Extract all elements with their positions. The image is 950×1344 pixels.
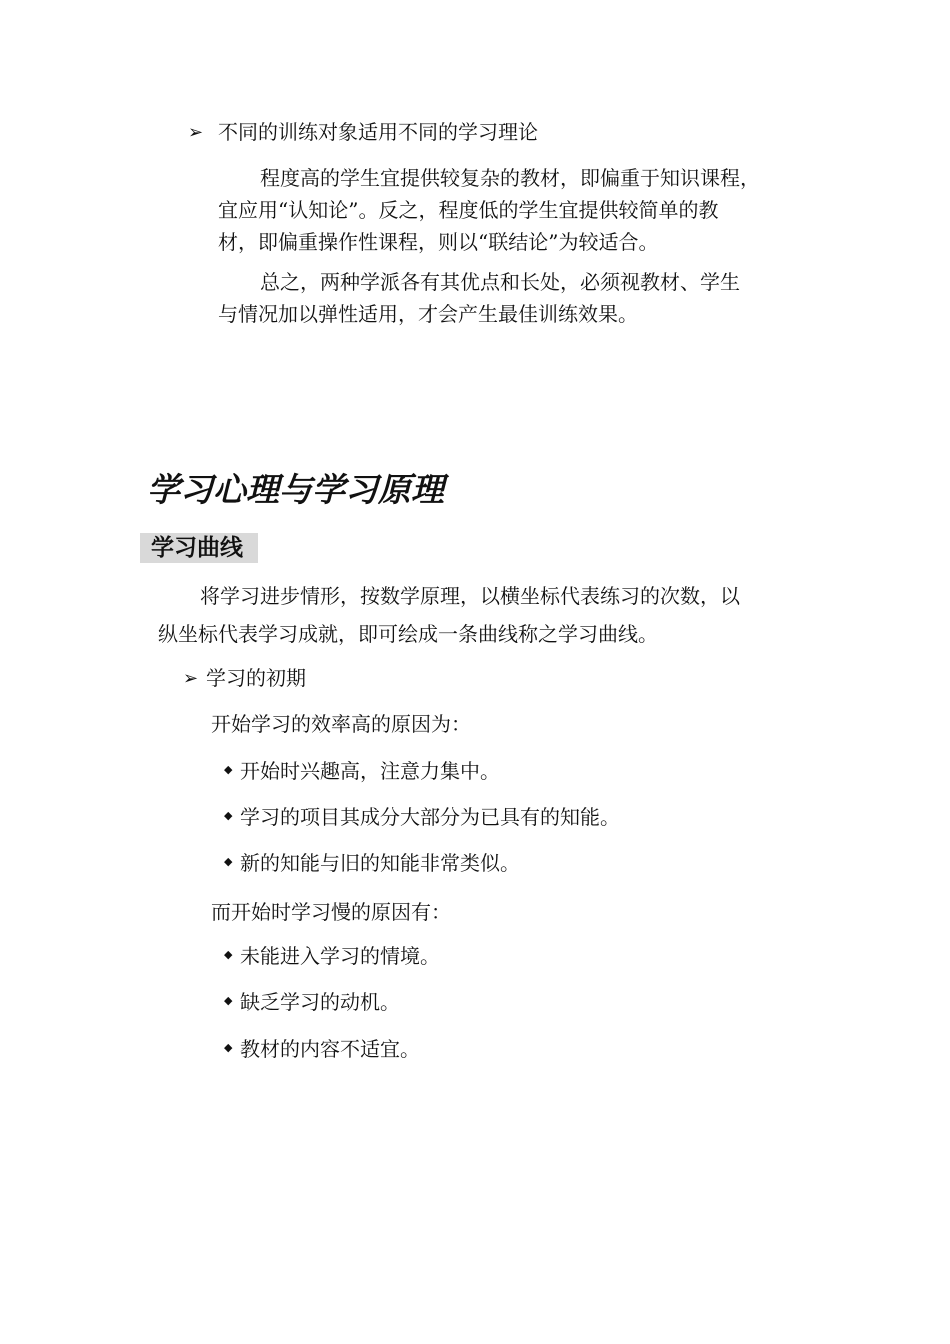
list-item: 未能进入学习的情境。 bbox=[240, 944, 440, 968]
diamond-bullet-icon: ◆ bbox=[224, 855, 233, 868]
paragraph-line: 宜应用“认知论”。反之，程度低的学生宜提供较简单的教 bbox=[218, 198, 719, 222]
diamond-bullet-icon: ◆ bbox=[224, 994, 233, 1007]
section-heading: 不同的训练对象适用不同的学习理论 bbox=[218, 120, 538, 144]
paragraph-line: 纵坐标代表学习成就，即可绘成一条曲线称之学习曲线。 bbox=[158, 622, 658, 646]
diamond-bullet-icon: ◆ bbox=[224, 948, 233, 961]
paragraph-line: 总之，两种学派各有其优点和长处，必须视教材、学生 bbox=[260, 270, 740, 294]
paragraph-line: 程度高的学生宜提供较复杂的教材，即偏重于知识课程， bbox=[260, 166, 760, 190]
section-subtitle: 学习曲线 bbox=[151, 535, 243, 561]
diamond-bullet-icon: ◆ bbox=[224, 763, 233, 776]
paragraph-line: 材，即偏重操作性课程，则以“联结论”为较适合。 bbox=[218, 230, 659, 254]
paragraph-line: 将学习进步情形，按数学原理，以横坐标代表练习的次数，以 bbox=[200, 584, 740, 608]
list-item: 教材的内容不适宜。 bbox=[240, 1037, 420, 1061]
list-item: 缺乏学习的动机。 bbox=[240, 990, 400, 1014]
paragraph-line: 而开始时学习慢的原因有： bbox=[211, 900, 451, 924]
list-item: 新的知能与旧的知能非常类似。 bbox=[240, 851, 520, 875]
sub-heading: 学习的初期 bbox=[206, 666, 306, 690]
list-item: 学习的项目其成分大部分为已具有的知能。 bbox=[240, 805, 620, 829]
list-item: 开始时兴趣高，注意力集中。 bbox=[240, 759, 500, 783]
chapter-title: 学习心理与学习原理 bbox=[147, 470, 444, 509]
diamond-bullet-icon: ◆ bbox=[224, 809, 233, 822]
diamond-bullet-icon: ◆ bbox=[224, 1041, 233, 1054]
paragraph-line: 开始学习的效率高的原因为： bbox=[211, 712, 471, 736]
arrow-bullet-icon: ➢ bbox=[183, 668, 199, 689]
arrow-bullet-icon: ➢ bbox=[188, 122, 204, 143]
paragraph-line: 与情况加以弹性适用，才会产生最佳训练效果。 bbox=[218, 302, 638, 326]
